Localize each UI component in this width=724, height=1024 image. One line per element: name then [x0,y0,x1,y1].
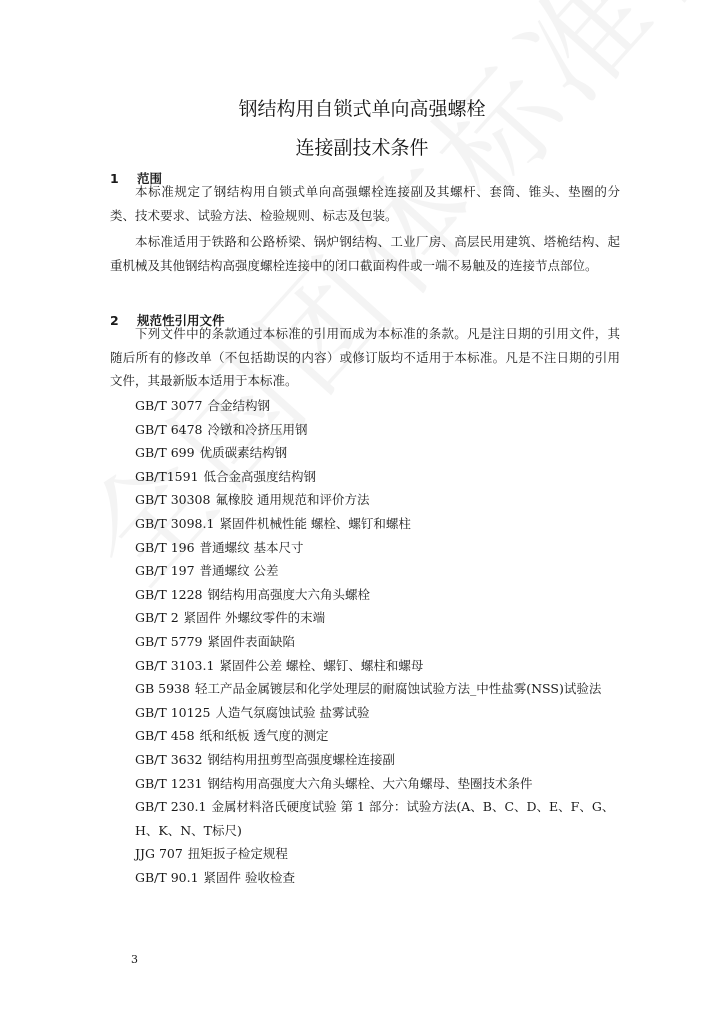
reference-item [110,748,620,772]
section-1-number: 1 [110,171,119,186]
reference-title: 人造气氛腐蚀试验 盐雾试验 [215,704,370,720]
reference-code: GB/T 197 [135,563,195,579]
reference-title: 金属材料洛氏硬度试验 第 1 部分：试验方法(A、B、C、D、E、F、G、H、K、N、T标尺) [135,799,615,838]
section-2-paragraph-1: 下列文件中的条款通过本标准的引用而成为本标准的条款。凡是注日期的引用文件，其随后所有的修改单（不包括勘误的内容）或修订版均不适用于本标准。凡是不注日期的引用文件，其最新版本适用于本标准。 [110,326,620,388]
section-2-number: 2 [110,313,119,328]
reference-title: 扭矩扳子检定规程 [187,846,288,862]
reference-title: 低合金高强度结构钢 [203,468,317,484]
reference-code: GB/T 1231 [135,775,203,791]
reference-title: 钢结构用扭剪型高强度螺栓连接副 [207,751,396,767]
reference-title: 紧固件机械性能 螺栓、螺钉和螺柱 [219,515,411,531]
reference-code: GB/T 3632 [135,751,203,767]
reference-code: GB/T 6478 [135,421,203,437]
reference-code: GB/T 10125 [135,704,211,720]
reference-item [110,512,620,536]
reference-item [110,701,620,725]
reference-item [110,866,620,890]
reference-title: 氟橡胶 通用规范和评价方法 [215,492,370,508]
reference-item [110,583,620,607]
document-title-line1: 钢结构用自锁式单向高强螺栓 [238,98,486,120]
reference-item [110,795,620,842]
reference-item [110,772,620,796]
reference-item [110,724,620,748]
reference-item [110,677,620,701]
reference-item [110,418,620,442]
reference-code: GB/T 90.1 [135,869,199,885]
reference-code: GB/T 3103.1 [135,657,215,673]
section-1-paragraph-2: 本标准适用于铁路和公路桥梁、锅炉钢结构、工业厂房、高层民用建筑、塔桅结构、起重机械及其他钢结构高强度螺栓连接中的闭口截面构件或一端不易触及的连接节点部位。 [110,234,620,273]
reference-title: 纸和纸板 透气度的测定 [199,728,329,744]
reference-item [110,441,620,465]
reference-item [110,465,620,489]
section-2-title: 规范性引用文件 [137,313,225,328]
reference-code: GB/T 196 [135,539,195,555]
reference-title: 紧固件表面缺陷 [207,633,296,649]
section-1-title: 范围 [137,171,163,186]
normative-references-list [110,394,620,889]
reference-title: 紧固件 验收检查 [203,869,296,885]
reference-title: 钢结构用高强度大六角头螺栓、大六角螺母、垫圈技术条件 [207,775,533,791]
reference-code: GB/T 1228 [135,586,203,602]
reference-title: 轻工产品金属镀层和化学处理层的耐腐蚀试验方法_中性盐雾(NSS)试验法 [194,681,602,697]
reference-code: GB/T1591 [135,468,199,484]
reference-item [110,536,620,560]
document-title-line2: 连接副技术条件 [295,137,429,159]
reference-title: 冷镦和冷挤压用钢 [207,421,308,437]
reference-code: GB/T 5779 [135,633,203,649]
reference-item [110,559,620,583]
reference-code: JJG 707 [135,846,183,862]
reference-item [110,654,620,678]
reference-code: GB/T 2 [135,610,179,626]
reference-code: GB/T 458 [135,728,195,744]
page-number: 3 [131,953,138,966]
section-1-paragraph-1: 本标准规定了钢结构用自锁式单向高强螺栓连接副及其螺杆、套筒、锥头、垫圈的分类、技术要求、试验方法、检验规则、标志及包装。 [110,184,620,223]
reference-title: 合金结构钢 [207,398,271,413]
reference-item [110,394,620,418]
reference-title: 紧固件 外螺纹零件的末端 [183,610,326,626]
reference-title: 紧固件公差 螺栓、螺钉、螺柱和螺母 [219,657,424,673]
reference-title: 普通螺纹 基本尺寸 [199,539,304,555]
reference-title: 钢结构用高强度大六角头螺栓 [207,586,371,602]
reference-code: GB 5938 [135,681,190,697]
reference-code: GB/T 3098.1 [135,515,215,531]
reference-item [110,606,620,630]
reference-code: GB/T 230.1 [135,799,207,815]
reference-code: GB/T 699 [135,445,195,461]
reference-title: 优质碳素结构钢 [199,445,288,461]
reference-code: GB/T 3077 [135,398,203,413]
reference-item [110,488,620,512]
reference-item [110,630,620,654]
reference-item [110,842,620,866]
reference-code: GB/T 30308 [135,492,211,508]
reference-title: 普通螺纹 公差 [199,563,279,579]
